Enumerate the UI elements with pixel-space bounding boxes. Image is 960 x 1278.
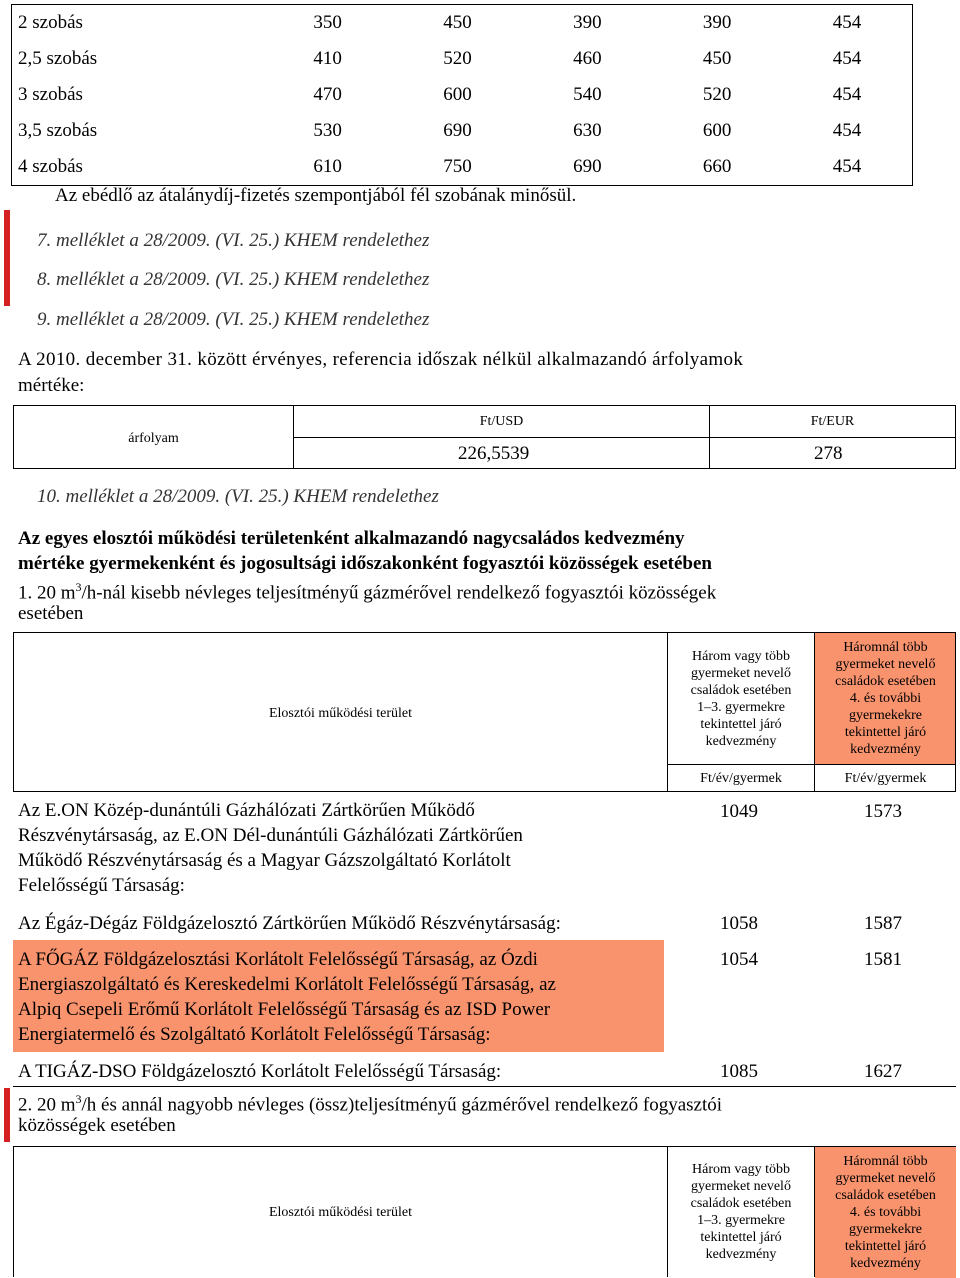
header-line: kedvezmény [850,1255,921,1271]
room-fee-cell: 530 [313,120,342,141]
header-line: tekintettel járó [700,716,782,732]
header-line: gyermeket nevelő [835,657,936,672]
header-line: gyermekekre [848,708,923,723]
col2-header [815,633,956,764]
room-fee-cell: 450 [702,48,732,69]
col1-unit: Ft/év/gyermek [700,771,782,786]
room-fee-cell: 690 [443,120,472,141]
exchange-row-label: árfolyam [128,431,179,446]
eon-value-2: 1573 [864,801,902,822]
discount-title-line2: mértéke gyermekenként és jogosultsági időszakonként fogyasztói közösségek esetében [18,553,712,574]
header-line: 1–3. gyermekre [697,699,785,715]
room-row [12,5,913,42]
operator-line: Részvénytársaság, az E.ON Dél-dunántúli Gázhálózati Zártkörűen [18,825,523,846]
revision-bar [4,210,10,306]
operator-row-eon [18,798,523,898]
room-fee-cell: 660 [702,156,732,177]
room-type-cell: 4 szobás [18,156,83,177]
operator-line: Alpiq Csepeli Erőmű Korlátolt Felelősségű Társaság és az ISD Power [18,999,551,1020]
room-fee-cell: 540 [573,84,602,105]
operator-row-egaz [18,911,561,936]
annex-9-link[interactable]: 9. melléklet a 28/2009. (VI. 25.) KHEM rendelethez [37,309,430,330]
operator-row-fogaz [18,947,556,1047]
revision-bar [4,1088,10,1142]
room-fee-cell: 600 [443,84,472,105]
room-fee-cell: 450 [443,12,472,33]
room-fee-cell: 410 [313,48,342,69]
operator-line: Az Égáz-Dégáz Földgázelosztó Zártkörűen Működő Részvénytársaság: [18,913,561,934]
discount-table-header-2 [13,1146,956,1277]
room-fee-cell: 460 [573,48,602,69]
dining-room-note: Az ebédlő az átalánydíj-fizetés szempontjából fél szobának minősül. [55,185,577,206]
room-fee-cell: 390 [702,12,732,33]
room-row [12,113,913,149]
room-row [12,77,913,113]
discount-table-header [13,632,956,792]
room-fee-cell: 454 [832,156,862,177]
tigaz-value-2: 1627 [864,1061,902,1082]
operator-line: Energiaszolgáltató és Kereskedelmi Korlátolt Felelősségű Társaság, az [18,974,556,995]
header-line: 4. és további [849,691,922,706]
header-line: tekintettel járó [700,1230,782,1245]
header-line: tekintettel járó [844,1238,927,1254]
room-fee-cell: 690 [573,156,602,177]
exchange-col-eur: Ft/EUR [810,414,855,429]
section2-heading-line2: közösségek esetében [18,1115,176,1136]
operator-line: Működő Részvénytársaság és a Magyar Gázszolgáltató Korlátolt [18,850,511,871]
egaz-value-2: 1587 [864,913,902,934]
header-line: családok esetében [835,1187,936,1203]
room-type-cell: 2 szobás [18,12,83,33]
annex-7-link[interactable]: 7. melléklet a 28/2009. (VI. 25.) KHEM rendelethez [37,230,430,251]
header-line: gyermeket nevelő [691,1179,791,1194]
room-fee-cell: 750 [443,156,472,177]
header-line: Három vagy több [692,1162,790,1177]
col2-header [815,1147,956,1277]
room-fee-cell: 454 [832,48,862,69]
col2-unit: Ft/év/gyermek [844,771,927,786]
operator-line: A TIGÁZ-DSO Földgázelosztó Korlátolt Felelősségű Társaság: [18,1061,502,1082]
header-line: tekintettel járó [844,725,927,740]
room-fee-cell: 610 [313,156,342,177]
room-fee-cell: 470 [313,84,342,105]
room-fee-cell: 520 [702,84,732,105]
area-column-header: Elosztói működési terület [268,705,413,721]
header-line: Háromnál több [843,1153,928,1169]
annex-8-link[interactable]: 8. melléklet a 28/2009. (VI. 25.) KHEM rendelethez [37,269,430,290]
header-line: családok esetében [690,682,792,698]
section1-heading: 1. 20 $m^3/h$-nál kisebb névleges teljesítményű gázmérővel rendelkező fogyasztói közösségek [18,580,717,604]
room-type-cell: 3 szobás [18,84,83,105]
section1-heading-line2: esetében [18,603,84,624]
room-row [12,149,913,186]
header-line: kedvezmény [705,1247,777,1262]
header-line: Három vagy több [692,648,790,664]
egaz-value-1: 1058 [720,913,758,934]
operator-line: Az E.ON Közép-dunántúli Gázhálózati Zártkörűen Működő [18,800,475,821]
header-line: kedvezmény [850,742,921,757]
exchange-col-usd: Ft/USD [479,414,524,429]
room-fee-cell: 350 [313,12,342,33]
room-type-cell: 3,5 szobás [18,120,98,141]
room-row [12,41,913,77]
header-line: családok esetében [690,1196,792,1211]
header-line: családok esetében [835,674,936,689]
col1-header [668,1147,814,1277]
header-line: 4. és további [849,1204,922,1220]
exchange-intro-line2: mértéke: [18,375,85,396]
area-column-header: Elosztói működési terület [268,1204,413,1220]
room-fee-cell: 454 [832,12,862,33]
room-type-cell: 2,5 szobás [18,48,98,69]
exchange-value-usd: 226,5539 [458,443,530,464]
annex-10-link[interactable]: 10. melléklet a 28/2009. (VI. 25.) KHEM rendelethez [37,486,439,507]
exchange-value-eur: 278 [814,443,843,464]
exchange-rate-table [13,405,956,469]
room-fee-cell: 454 [832,120,862,141]
eon-value-1: 1049 [720,801,758,822]
room-fee-cell: 390 [573,12,602,33]
operator-line: Energiatermelő és Szolgáltató Korlátolt Felelősségű Társaság: [18,1024,491,1045]
room-fee-cell: 630 [573,120,602,141]
fogaz-value-2: 1581 [864,949,902,970]
exchange-intro-line1: A 2010. december 31. között érvényes, referencia időszak nélkül alkalmazandó árfolyamok [18,349,744,370]
fogaz-value-1: 1054 [720,949,758,970]
header-line: gyermeket nevelő [835,1170,936,1186]
section2-heading: 2. 20 $m^3/h$ és annál nagyobb névleges (össz)teljesítményű gázmérővel rendelkező fogyasztói [18,1092,723,1116]
header-line: Háromnál több [843,640,928,655]
col1-header [668,633,814,764]
operator-line: Felelősségű Társaság: [18,875,185,896]
operator-line: A FŐGÁZ Földgázelosztási Korlátolt Felelősségű Társaság, az Ózdi [18,949,538,970]
header-line: 1–3. gyermekre [697,1213,785,1228]
room-fee-cell: 600 [702,120,732,141]
tigaz-value-1: 1085 [720,1061,758,1082]
room-fee-cell: 454 [832,84,862,105]
operator-row-tigaz [18,1059,501,1084]
room-fee-cell: 520 [443,48,472,69]
header-line: gyermeket nevelő [691,665,791,681]
rooms-fee-table [11,4,913,186]
header-line: kedvezmény [705,733,777,749]
discount-title-line1: Az egyes elosztói működési területenként alkalmazandó nagycsaládos kedvezmény [18,528,685,549]
header-line: gyermekekre [848,1221,923,1237]
